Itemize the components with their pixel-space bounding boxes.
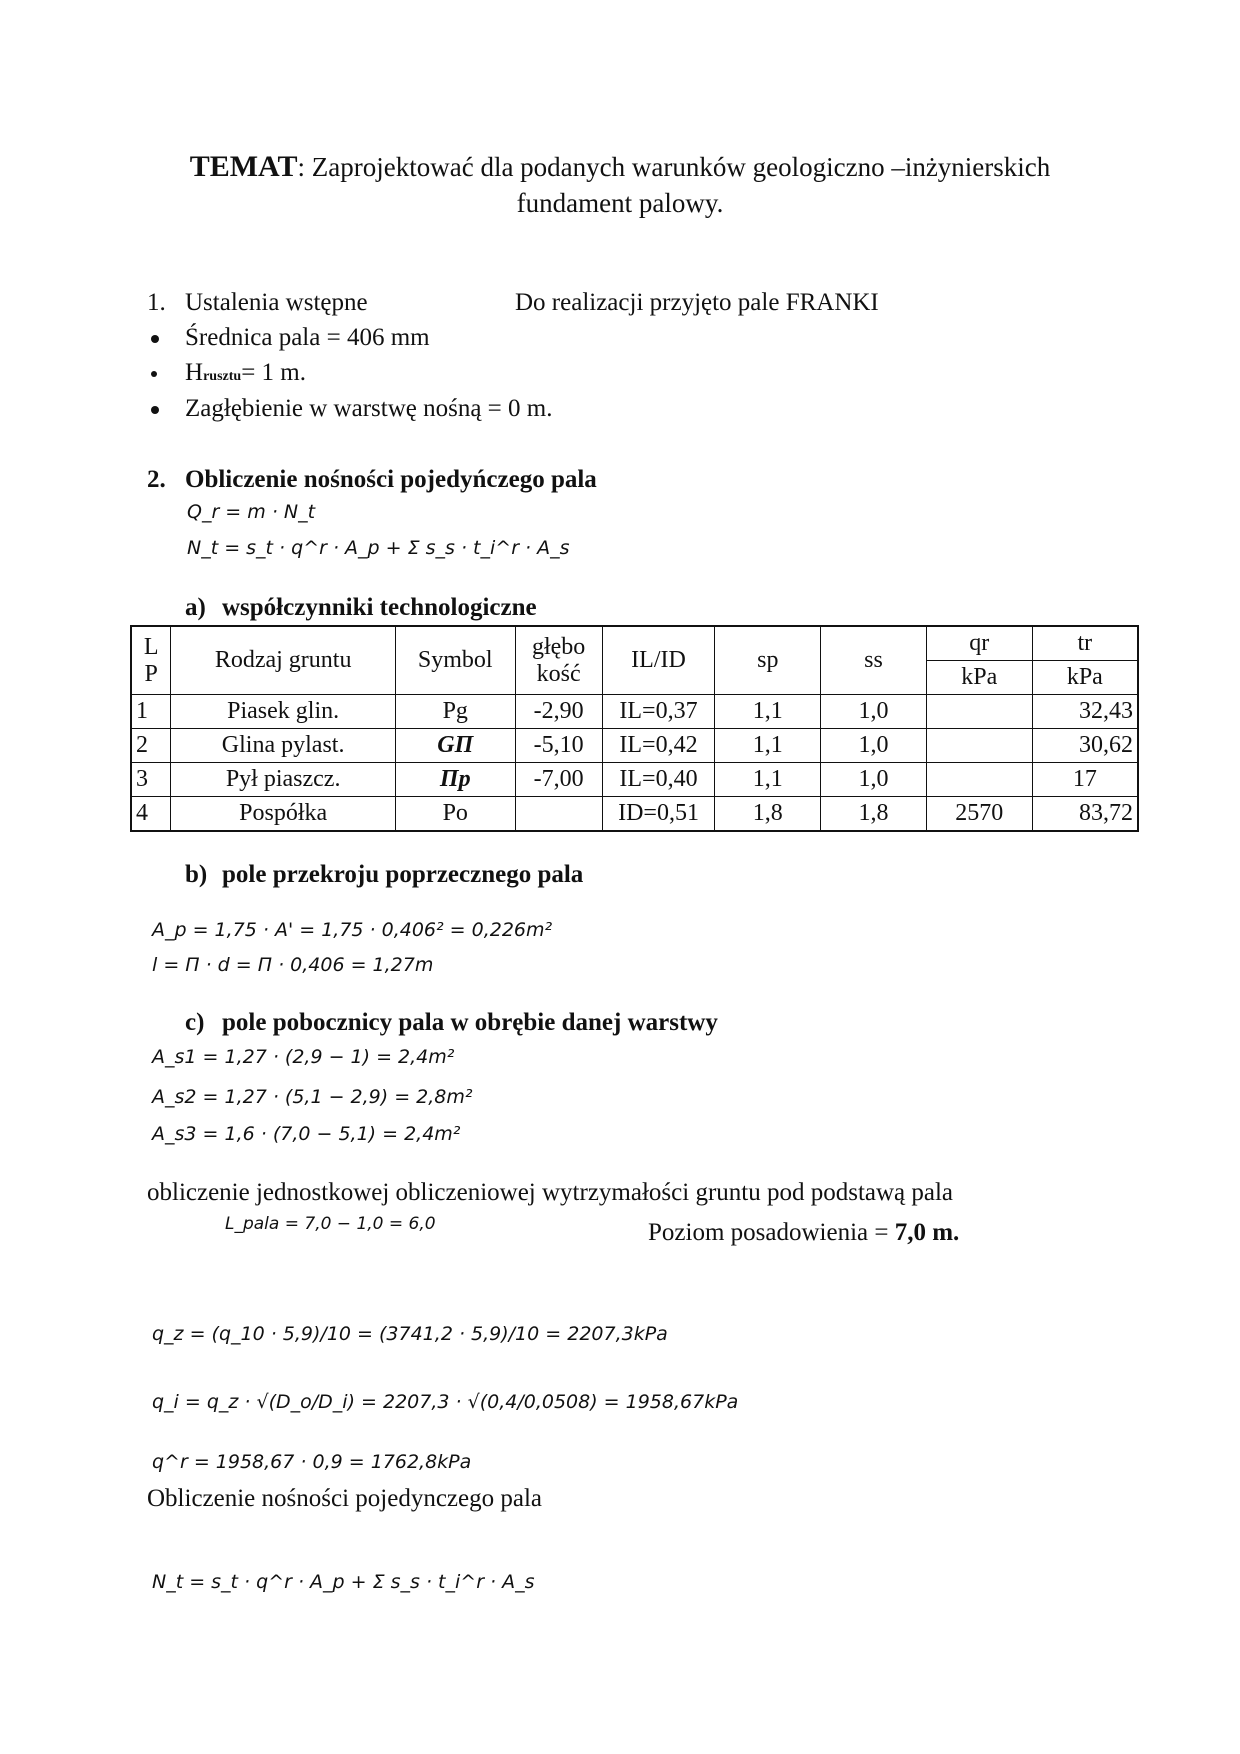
formula-l-pala: L_pala = 7,0 − 1,0 = 6,0 — [225, 1214, 436, 1234]
header-tr: tr — [1032, 626, 1138, 661]
cell-qr — [926, 763, 1032, 797]
h-value: = 1 m. — [241, 359, 306, 386]
cell-rodzaj: Pospółka — [171, 797, 395, 832]
cell-qr: 2570 — [926, 797, 1032, 832]
sub-b-label: b) — [185, 861, 208, 888]
title-line1: : Zaprojektować dla podanych warunków geologiczno –inżynierskich — [297, 152, 1051, 182]
cell-lp: 4 — [131, 797, 171, 832]
table-header-row — [131, 626, 1138, 661]
formula-as2: A_s2 = 1,27 · (5,1 − 2,9) = 2,8m² — [152, 1086, 473, 1108]
formula-qz: q_z = (q_10 · 5,9)/10 = (3741,2 · 5,9)/10 = 2207,3kPa — [152, 1323, 668, 1345]
cell-lp: 1 — [131, 695, 171, 729]
cell-glebokosc: -2,90 — [515, 695, 602, 729]
cell-glebokosc: -7,00 — [515, 763, 602, 797]
header-qr: qr — [926, 626, 1032, 661]
cell-rodzaj: Pył piaszcz. — [171, 763, 395, 797]
cell-ss: 1,8 — [821, 797, 927, 832]
header-unit-t: kPa — [1032, 661, 1138, 695]
formula-ap: A_p = 1,75 · A' = 1,75 · 0,406² = 0,226m² — [152, 919, 553, 941]
section1-number: 1. — [147, 289, 166, 316]
cell-symbol: GΠ — [395, 729, 515, 763]
cell-ss: 1,0 — [821, 729, 927, 763]
cell-index: IL=0,37 — [602, 695, 715, 729]
final-heading: Obliczenie nośności pojedynczego pala — [147, 1485, 542, 1512]
sub-a-heading: współczynniki technologiczne — [222, 594, 537, 621]
poziom-value: 7,0 m. — [894, 1219, 960, 1246]
cell-glebokosc: -5,10 — [515, 729, 602, 763]
cell-qr — [926, 729, 1032, 763]
sub-a-label: a) — [185, 594, 206, 621]
cell-tr: 32,43 — [1032, 695, 1138, 729]
cell-tr: 83,72 — [1032, 797, 1138, 832]
header-symbol: Symbol — [395, 626, 515, 695]
h-symbol: H — [185, 359, 204, 386]
cell-symbol: Pg — [395, 695, 515, 729]
bullet-diameter: Średnica pala = 406 mm — [185, 324, 430, 351]
h-subscript: rusztu — [203, 369, 242, 384]
cell-qr — [926, 695, 1032, 729]
cell-ss: 1,0 — [821, 695, 927, 729]
formula-perimeter: l = Π · d = Π · 0,406 = 1,27m — [152, 954, 434, 976]
formula-qr-value: q^r = 1958,67 · 0,9 = 1762,8kPa — [152, 1451, 472, 1473]
header-il-id: IL/ID — [602, 626, 715, 695]
section1-heading: Ustalenia wstępne — [185, 289, 368, 316]
header-rodzaj: Rodzaj gruntu — [171, 626, 395, 695]
header-ss: ss — [821, 626, 927, 695]
header-glebokosc: głębo kość — [515, 626, 602, 695]
cell-rodzaj: Piasek glin. — [171, 695, 395, 729]
header-unit-q: kPa — [926, 661, 1032, 695]
cell-sp: 1,1 — [715, 763, 821, 797]
bullet-h-rusztu — [185, 358, 306, 392]
bullet-embedment: Zagłębienie w warstwę nośną = 0 m. — [185, 395, 553, 422]
formula-qr: Q_r = m · N_t — [187, 501, 316, 523]
bullet-icon — [151, 371, 157, 377]
title-label: TEMAT — [189, 150, 298, 183]
section2-number: 2. — [147, 466, 166, 493]
formula-as3: A_s3 = 1,6 · (7,0 − 5,1) = 2,4m² — [152, 1123, 461, 1145]
sub-c-heading: pole pobocznicy pala w obrębie danej warstwy — [222, 1009, 718, 1036]
cell-index: IL=0,40 — [602, 763, 715, 797]
table-row — [131, 797, 1138, 832]
formula-nt: N_t = s_t · q^r · A_p + Σ s_s · t_i^r · A_s — [187, 537, 570, 559]
section2-heading: Obliczenie nośności pojedyńczego pala — [185, 466, 597, 493]
cell-sp: 1,1 — [715, 729, 821, 763]
cell-ss: 1,0 — [821, 763, 927, 797]
cell-lp: 3 — [131, 763, 171, 797]
table-row — [131, 695, 1138, 729]
formula-qi: q_i = q_z · √(D_o/D_i) = 2207,3 · √(0,4/0,0508) = 1958,67kPa — [152, 1391, 739, 1413]
strength-text: obliczenie jednostkowej obliczeniowej wytrzymałości gruntu pod podstawą pala — [147, 1179, 954, 1206]
cell-index: IL=0,42 — [602, 729, 715, 763]
section1-note: Do realizacji przyjęto pale FRANKI — [515, 289, 879, 316]
table-row — [131, 729, 1138, 763]
cell-rodzaj: Glina pylast. — [171, 729, 395, 763]
sub-b-heading: pole przekroju poprzecznego pala — [222, 861, 584, 888]
header-lp: L P — [131, 626, 171, 695]
poziom-label: Poziom posadowienia = — [648, 1219, 895, 1246]
table-row — [131, 763, 1138, 797]
poziom-posadowienia — [648, 1218, 959, 1248]
formula-nt-final: N_t = s_t · q^r · A_p + Σ s_s · t_i^r · A_s — [152, 1571, 535, 1593]
sub-c-label: c) — [185, 1009, 205, 1036]
cell-sp: 1,1 — [715, 695, 821, 729]
cell-symbol: Πp — [395, 763, 515, 797]
cell-tr: 17 — [1032, 763, 1138, 797]
cell-symbol: Po — [395, 797, 515, 832]
cell-sp: 1,8 — [715, 797, 821, 832]
formula-as1: A_s1 = 1,27 · (2,9 − 1) = 2,4m² — [152, 1046, 455, 1068]
document-title-line2: fundament palowy. — [516, 188, 724, 218]
cell-index: ID=0,51 — [602, 797, 715, 832]
document-title — [0, 150, 1240, 184]
cell-tr: 30,62 — [1032, 729, 1138, 763]
technology-coefficients-table — [130, 625, 1139, 832]
bullet-icon — [151, 406, 159, 414]
cell-glebokosc — [515, 797, 602, 832]
bullet-icon — [151, 335, 159, 343]
header-sp: sp — [715, 626, 821, 695]
cell-lp: 2 — [131, 729, 171, 763]
